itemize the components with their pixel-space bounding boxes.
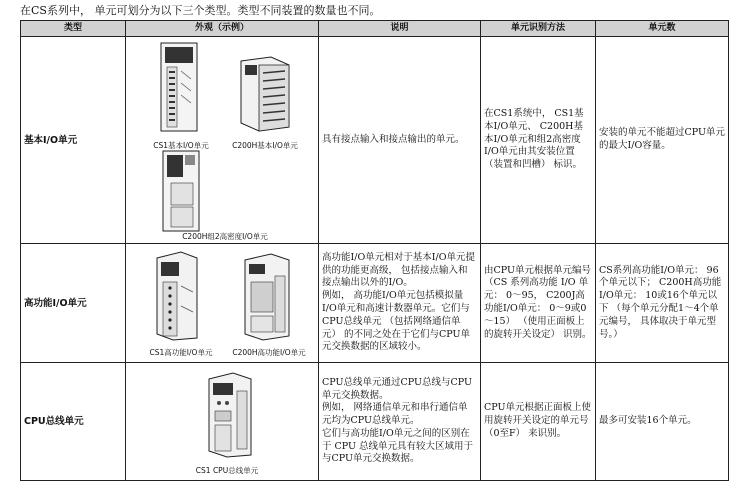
table-row-basic-io <box>21 37 729 244</box>
caption-c200h-group2-high-density-io: C200H组2高密度I/O单元 <box>182 232 268 241</box>
caption-cs1-cpu-bus: CS1 CPU总线单元 <box>195 466 259 475</box>
cs1-cpu-bus-unit-illustration <box>203 371 255 459</box>
table-row-cpu-bus <box>21 363 729 481</box>
row-unit-count: 安装的单元不能超过CPU单元的最大I/O容量。 <box>596 37 729 244</box>
row-unit-count: 最多可安装16个单元。 <box>596 363 729 481</box>
caption-c200h-special-io: C200H高功能I/O单元 <box>232 348 306 357</box>
header-appearance: 外观（示例） <box>126 21 319 37</box>
header-description: 说明 <box>319 21 481 37</box>
cs1-basic-io-unit-illustration <box>157 41 201 133</box>
row-unit-count: CS系列高功能I/O单元： 96个单元以下； C200H高功能I/O单元： 10或16个单元以下 （每个单元分配1～4个单元编号， 具体取决于单元型号。） <box>596 244 729 363</box>
header-identification: 单元识别方法 <box>481 21 596 37</box>
row-description: CPU总线单元通过CPU总线与CPU单元交换数据。 例如， 网络通信单元和串行通信单元均为CPU总线单元。 它们与高功能I/O单元之间的区别在于 CPU 总线单元具有较大区域用于与CPU单元交换数据。 <box>319 363 481 481</box>
cs1-special-io-unit-illustration <box>151 250 201 342</box>
caption-cs1-special-io: CS1高功能I/O单元 <box>149 348 213 357</box>
caption-cs1-basic-io: CS1基本I/O单元 <box>153 141 209 150</box>
header-count: 单元数 <box>596 21 729 37</box>
row-description: 具有接点输入和接点输出的单元。 <box>319 37 481 244</box>
row-identification: 由CPU单元根据单元编号 （CS 系列高功能 I/O 单元： 0～95， C200J高功能I/O单元： 0～9或0～15） （使用正面板上的旋转开关设定） 识别。 <box>481 244 596 363</box>
unit-types-table <box>20 20 729 481</box>
c200h-special-io-unit-illustration <box>237 252 295 342</box>
c200h-group2-high-density-io-unit-illustration <box>159 149 203 233</box>
appearance-cell <box>126 363 319 481</box>
appearance-cell <box>126 244 319 363</box>
row-identification: CPU单元根据正面板上使用旋转开关设定的单元号 （0至F） 来识别。 <box>481 363 596 481</box>
row-type: 高功能I/O单元 <box>21 244 126 363</box>
caption-c200h-basic-io: C200H基本I/O单元 <box>232 141 298 150</box>
intro-text: 在CS系列中， 单元可划分为以下三个类型。类型不同装置的数量也不同。 <box>20 4 381 17</box>
table-row-special-io <box>21 244 729 363</box>
row-type: 基本I/O单元 <box>21 37 126 244</box>
row-type: CPU总线单元 <box>21 363 126 481</box>
c200h-basic-io-unit-illustration <box>231 55 295 133</box>
appearance-cell <box>126 37 319 244</box>
row-identification: 在CS1系统中， CS1基本I/O单元、 C200H基本I/O单元和组2高密度I/O单元由其安装位置 （装置和凹槽） 标识。 <box>481 37 596 244</box>
header-type: 类型 <box>21 21 126 37</box>
table-header-row <box>21 21 729 37</box>
row-description: 高功能I/O单元相对于基本I/O单元提供的功能更高级， 包括接点输入和接点输出以外的I/O。 例如， 高功能I/O单元包括模拟量I/O单元和高速计数器单元。它们与CPU总线单元 （包括网络通信单元） 的不同之处在于它们与CPU单元交换数据的区域较小。 <box>319 244 481 363</box>
